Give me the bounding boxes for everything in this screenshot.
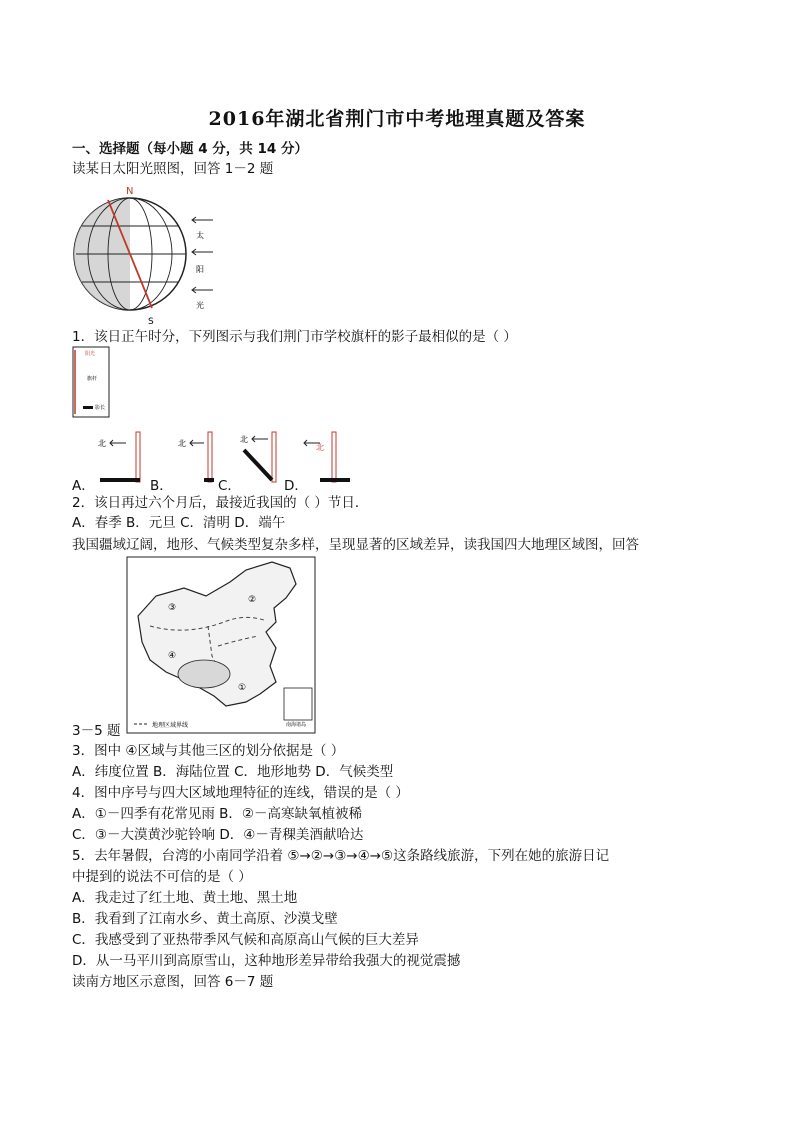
page-title: 2016年湖北省荆门市中考地理真题及答案: [208, 108, 586, 130]
intro-south: 读南方地区示意图，回答 6－7 题: [72, 974, 274, 990]
south-sea-inset: [284, 688, 312, 720]
intro-regions: 我国疆域辽阔，地形、气候类型复杂多样，呈现显著的区域差异，读我国四大地理区域图，回答: [72, 537, 639, 553]
north-pole-label: N: [126, 186, 134, 197]
legend-pole-label: 旗杆: [87, 376, 98, 382]
option-c-figure: [240, 432, 276, 482]
option-b-figure: [178, 432, 214, 482]
question-5-choice-c: C．我感受到了亚热带季风气候和高原高山气候的巨大差异: [72, 932, 419, 948]
sunlight-diagram: [68, 180, 218, 330]
option-d-figure: [304, 432, 350, 482]
intro-sun: 读某日太阳光照图，回答 1－2 题: [72, 161, 274, 177]
legend-shadow-label: 影长: [95, 405, 106, 411]
north-label: 北: [98, 439, 106, 448]
question-3-choices: A．纬度位置 B．海陆位置 C．地形地势 D．气候类型: [72, 764, 394, 780]
sunlight-label-2: 阳: [196, 265, 204, 274]
region-1-label: ①: [238, 683, 247, 693]
map-legend-label: 地理区域界线: [152, 722, 189, 729]
option-c-label: C．: [218, 478, 241, 494]
sunlight-label-1: 太: [196, 231, 204, 240]
question-5-line-2: 中提到的说法不可信的是（ ）: [72, 869, 252, 885]
north-label: 北: [178, 439, 186, 448]
question-4: 4．图中序号与四大区域地理特征的连线，错误的是（ ）: [72, 785, 409, 801]
region-4-label: ④: [168, 651, 177, 661]
option-d-label: D．: [284, 478, 308, 494]
section-heading: 一、选择题（每小题 4 分，共 14 分）: [72, 141, 308, 157]
north-label: 北: [316, 443, 324, 452]
region-2-label: ②: [248, 595, 257, 605]
question-1: 1．该日正午时分，下列图示与我们荆门市学校旗杆的影子最相似的是（ ）: [72, 329, 517, 345]
question-4-choices-1: A．①－四季有花常见雨 B．②－高寒缺氧植被稀: [72, 806, 362, 822]
question-2: 2．该日再过六个月后，最接近我国的（ ）节日．: [72, 495, 369, 511]
region-3-label: ③: [168, 603, 177, 613]
question-3: 3．图中 ④区域与其他三区的划分依据是（ ）: [72, 743, 345, 759]
sunlight-arrows: [192, 217, 213, 293]
option-a-figure: [98, 432, 140, 482]
question-4-choices-2: C．③－大漠黄沙驼铃响 D．④－青稞美酒献哈达: [72, 827, 364, 843]
north-label: 北: [240, 435, 248, 444]
south-pole-label: S: [148, 317, 154, 327]
china-regions-map: [126, 556, 318, 736]
option-a-label: A．: [72, 478, 95, 494]
flagpole-legend: [72, 346, 112, 420]
intro-regions-2: 3－5 题: [72, 723, 121, 739]
question-2-choices: A．春季 B．元旦 C．清明 D．端午: [72, 515, 286, 531]
option-b-label: B．: [150, 478, 173, 494]
question-5: 5．去年暑假，台湾的小南同学沿着 ⑤→②→③→④→⑤这条路线旅游，下列在她的旅游日记: [72, 848, 610, 864]
question-5-choice-d: D．从一马平川到高原雪山，这种地形差异带给我强大的视觉震撼: [72, 953, 461, 969]
legend-top-label: 阳光: [85, 351, 96, 357]
highlight-region: [178, 660, 230, 688]
question-5-choice-a: A．我走过了红土地、黄土地、黑土地: [72, 890, 298, 906]
south-sea-label: 南海诸岛: [286, 722, 307, 728]
question-5-choice-b: B．我看到了江南水乡、黄土高原、沙漠戈壁: [72, 911, 338, 927]
sunlight-label-3: 光: [196, 301, 204, 310]
